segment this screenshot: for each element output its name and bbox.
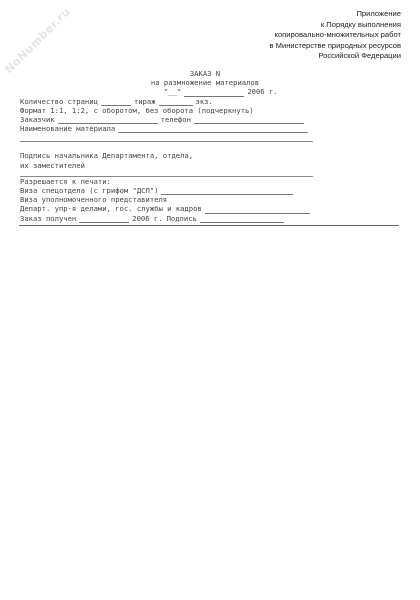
special-dept-field[interactable] [161, 187, 293, 195]
head-signature-label-1: Подпись начальника Департамента, отдела, [20, 151, 194, 161]
received-year: 2006 г. [132, 213, 163, 223]
appendix-line: копировально-множительных работ [274, 30, 401, 39]
copies-label: тираж [133, 96, 156, 106]
special-dept-label: Виза спецотдела (с грифом "ДСП") [20, 186, 159, 196]
head-signature-label-2: их заместителей [20, 160, 85, 170]
phone-field[interactable] [194, 116, 304, 124]
material-label: Наименование материала [20, 124, 116, 134]
date-row [20, 87, 350, 96]
customer-row [20, 115, 350, 124]
special-dept-row [20, 186, 350, 195]
affairs-dept-label: Департ. упр-я делами, гос. службы и кадров [20, 204, 202, 214]
date-year: 2006 г. [247, 87, 278, 97]
customer-label: Заказчик [20, 115, 55, 125]
allowed-label: Разрешается к печати: [20, 176, 111, 186]
copies-unit: экз. [195, 96, 213, 106]
material-field-line-2[interactable] [20, 133, 313, 142]
affairs-dept-field[interactable] [205, 206, 310, 214]
format-row [20, 106, 350, 115]
head-signature-row-2 [20, 161, 350, 170]
watermark: NoNumber.ru [2, 5, 74, 76]
authorized-rep-row [20, 195, 350, 204]
phone-label: телефон [160, 115, 191, 125]
copies-field[interactable] [159, 98, 193, 106]
appendix-line: Российской Федерации [318, 51, 401, 60]
appendix-line: в Министерстве природных ресурсов [269, 40, 401, 50]
appendix-line: Приложение [356, 9, 401, 18]
customer-field[interactable] [58, 116, 158, 124]
spacer [20, 142, 350, 151]
authorized-rep-label: Виза уполномоченного представителя [20, 195, 168, 205]
bottom-divider [19, 225, 399, 226]
received-row [20, 214, 350, 223]
signature-field[interactable] [200, 215, 284, 223]
pages-row [20, 97, 350, 106]
order-form [20, 69, 350, 223]
material-row [20, 124, 350, 133]
date-prefix: "__" [164, 87, 182, 97]
affairs-dept-row [20, 204, 350, 213]
appendix-header [269, 9, 401, 62]
received-label: Заказ получен [20, 213, 77, 223]
material-field[interactable] [118, 125, 308, 133]
allowed-row [20, 177, 350, 186]
form-title: ЗАКАЗ N [189, 69, 221, 78]
appendix-line: к Порядку выполнения [320, 19, 401, 29]
pages-label: Количество страниц [20, 96, 98, 106]
format-line: Формат 1:1, 1:2, с оборотом, без оборота (подчеркнуть) [20, 105, 254, 115]
head-signature-field[interactable] [20, 170, 313, 177]
head-signature-row [20, 151, 350, 160]
signature-label: Подпись [166, 213, 197, 223]
date-field[interactable] [184, 89, 244, 97]
pages-field[interactable] [101, 98, 131, 106]
received-date-field[interactable] [79, 215, 129, 223]
form-subtitle: на размножение материалов [150, 78, 260, 88]
